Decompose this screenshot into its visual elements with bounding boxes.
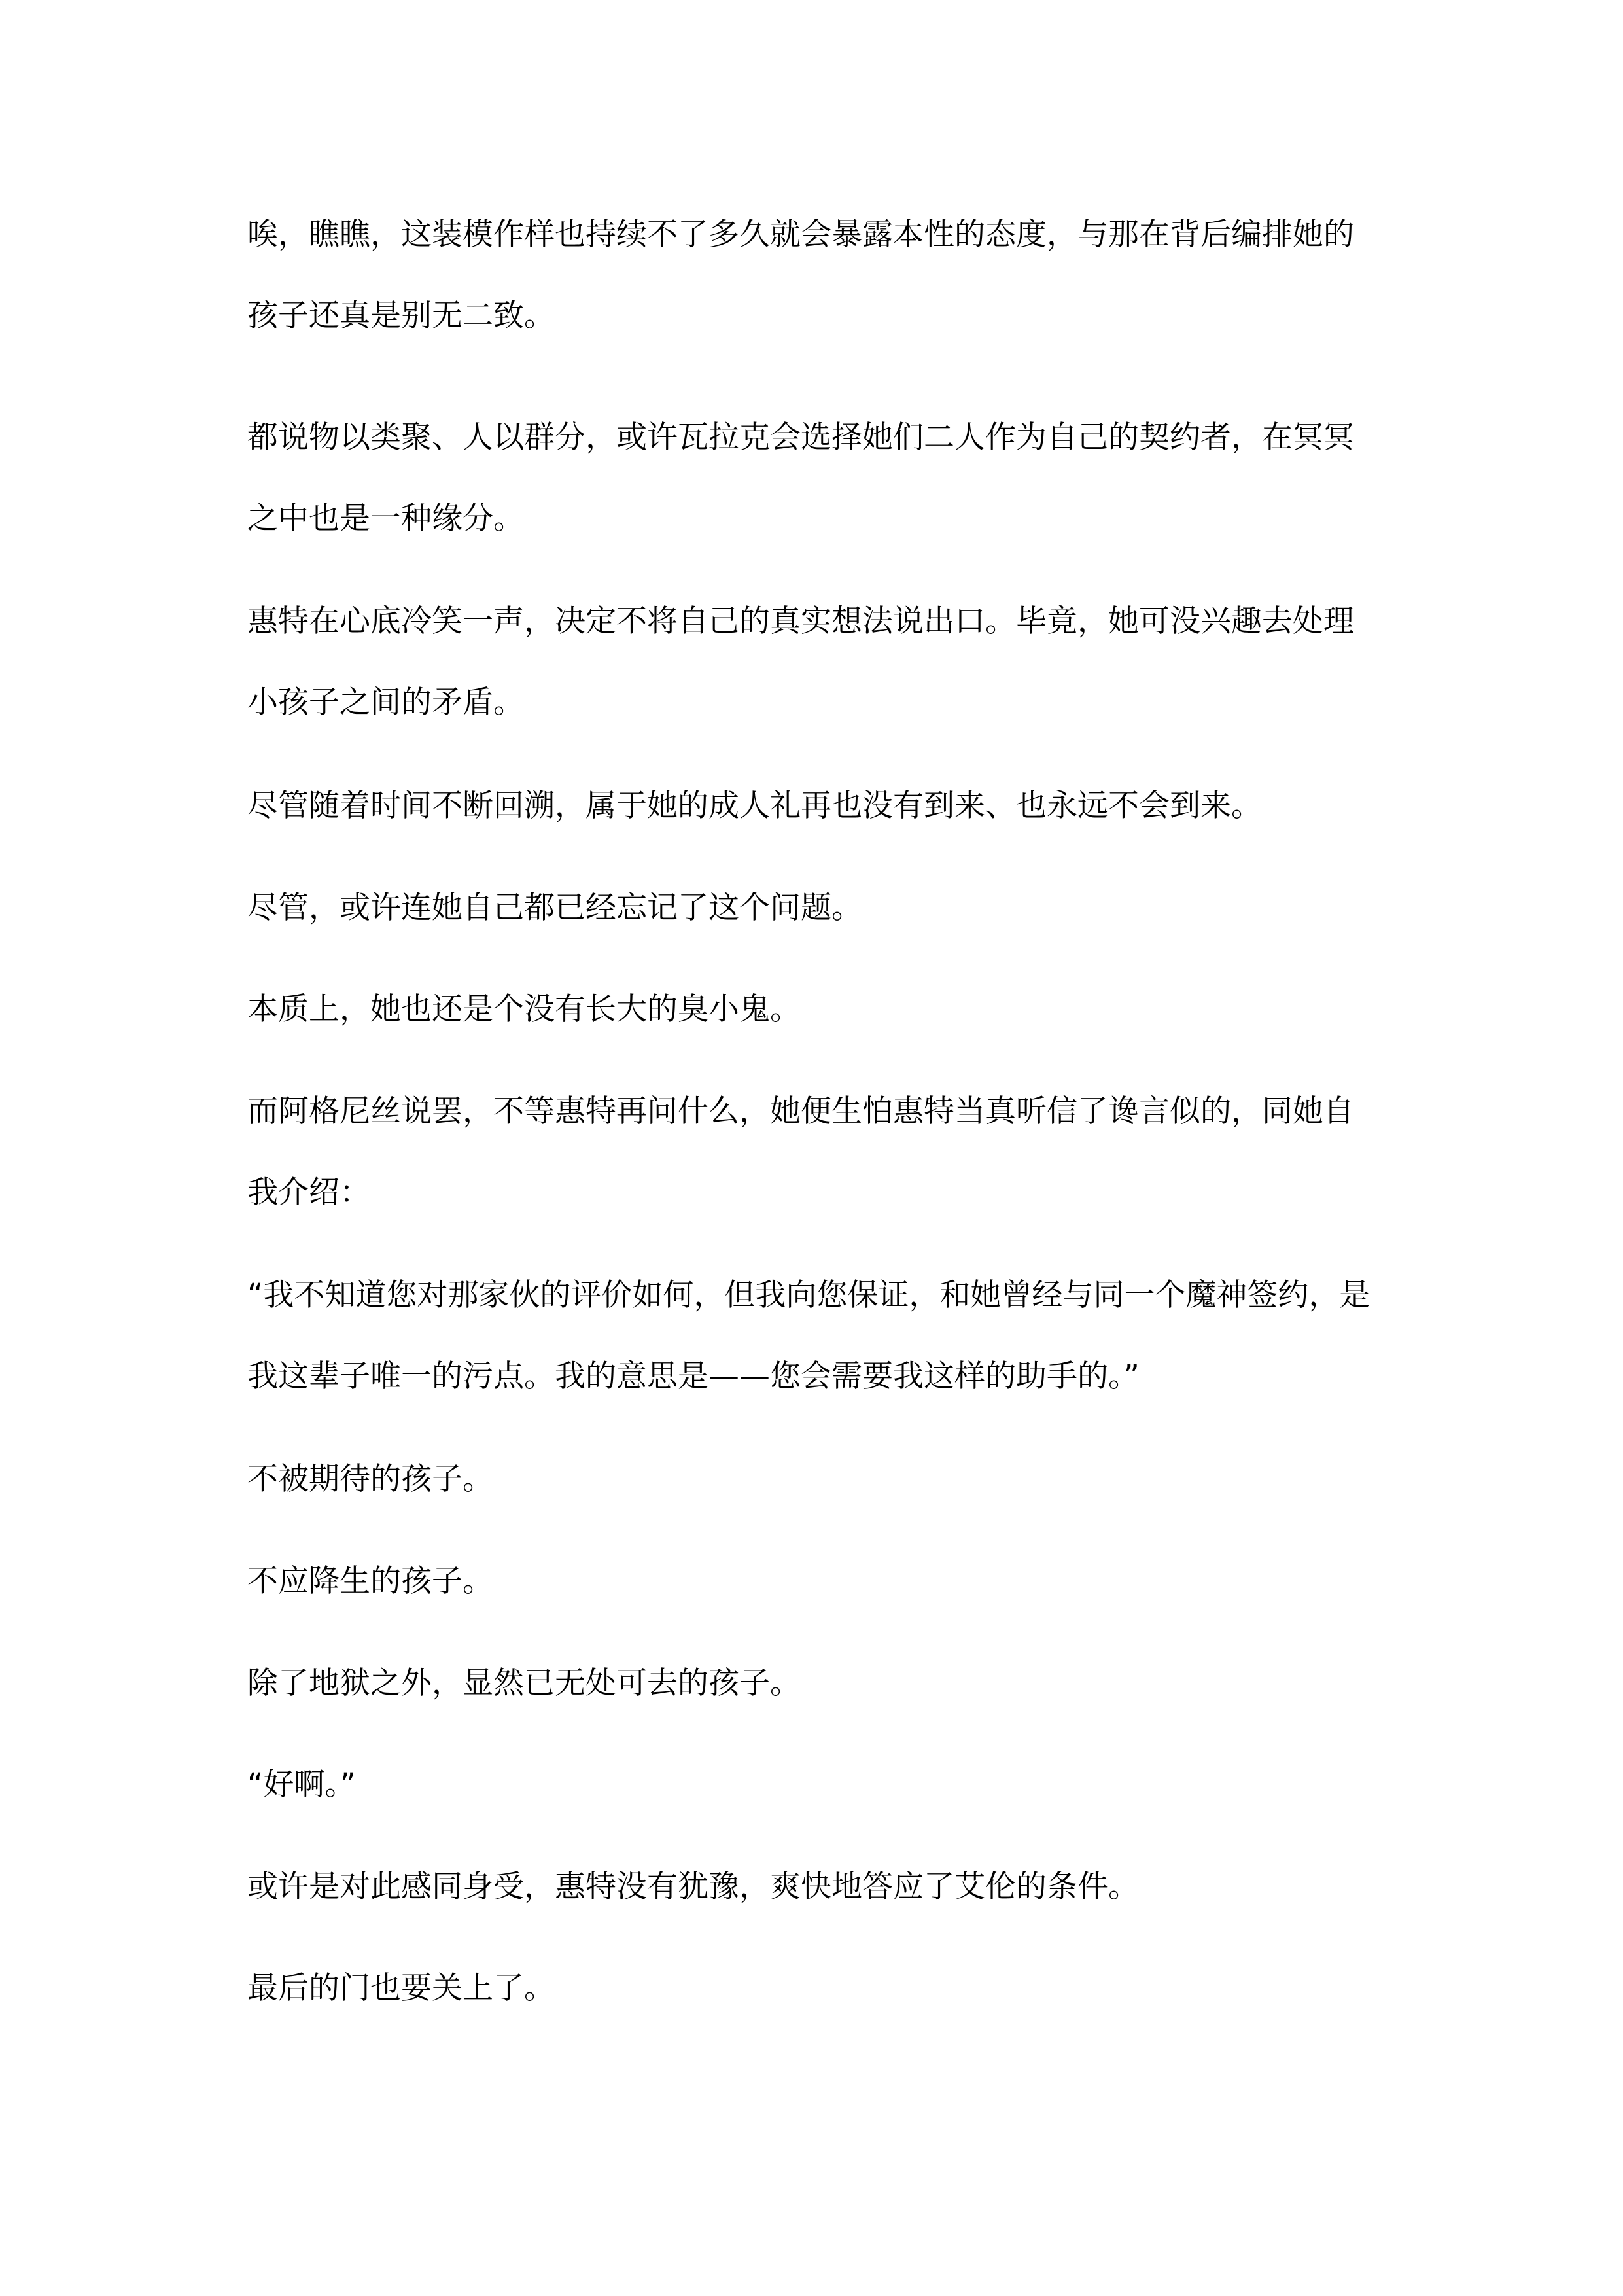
paragraph: 本质上，她也还是个没有长大的臭小鬼。 xyxy=(247,991,801,1027)
paragraph: 尽管随着时间不断回溯，属于她的成人礼再也没有到来、也永远不会到来。 xyxy=(247,788,1262,824)
quote-paragraph: “好啊。” xyxy=(247,1767,357,1803)
paragraph: 都说物以类聚、人以群分，或许瓦拉克会选择她们二人作为自己的契约者，在冥冥之中也是一种缘分。 xyxy=(247,419,1354,537)
paragraph: 惠特在心底冷笑一声，决定不将自己的真实想法说出口。毕竟，她可没兴趣去处理小孩子之间的矛盾。 xyxy=(247,603,1354,720)
paragraph: 尽管，或许连她自己都已经忘记了这个问题。 xyxy=(247,890,862,926)
quote-paragraph: “我不知道您对那家伙的评价如何，但我向您保证，和她曾经与同一个魔神签约，是我这辈子唯一的污点。我的意思是——您会需要我这样的助手的。” xyxy=(247,1277,1370,1394)
paragraph: 唉，瞧瞧，这装模作样也持续不了多久就会暴露本性的态度，与那在背后编排她的孩子还真是别无二致。 xyxy=(247,217,1354,334)
paragraph: 不被期待的孩子。 xyxy=(247,1461,493,1497)
paragraph: 除了地狱之外，显然已无处可去的孩子。 xyxy=(247,1665,801,1701)
paragraph: 最后的门也要关上了。 xyxy=(247,1970,555,2006)
paragraph: 或许是对此感同身受，惠特没有犹豫，爽快地答应了艾伦的条件。 xyxy=(247,1869,1139,1905)
paragraph: 而阿格尼丝说罢，不等惠特再问什么，她便生怕惠特当真听信了谗言似的，同她自我介绍： xyxy=(247,1093,1354,1210)
paragraph: 不应降生的孩子。 xyxy=(247,1563,493,1599)
